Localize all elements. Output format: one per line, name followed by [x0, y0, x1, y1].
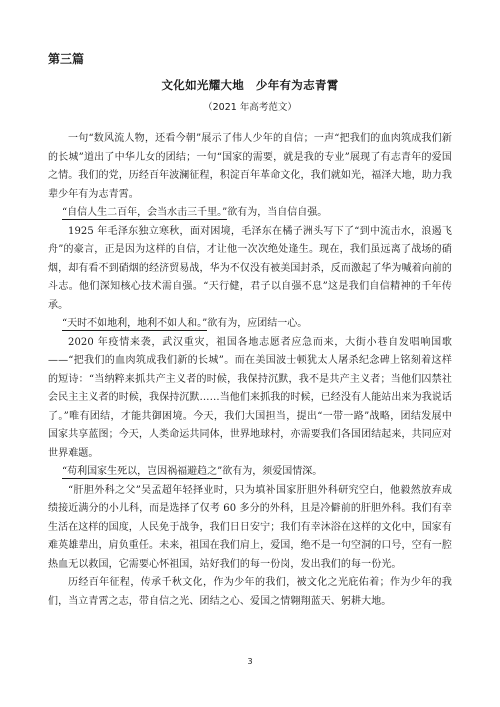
essay-title: 文化如光耀大地 少年有为志青霄 [161, 78, 339, 92]
quote-confidence [48, 204, 452, 223]
essay-body [48, 130, 452, 611]
quote-unity-rest: 欲有为，应团结一心。 [207, 318, 308, 329]
quote-confidence-rest: 欲有为，当自信自强。 [227, 207, 328, 218]
paragraph-2020: 2020 年疫情来袭，武汉重灾，祖国各地志愿者应急而来，大街小巷自发唱响国歌——“把我们的血肉筑成我们新的长城”。而在美国波士顿犹太人屠杀纪念碑上铭刻着这样的短诗：“当纳粹来抓共产主义者的时候，我保持沉默，我不是共产主义者；当他们囚禁社会民主主义者的时候，我保持沉默……当他们来抓我的时候，已经没有人能站出来为我说话了。”唯有团结，才能共御困境。今天，我们大国担当，提出“一带一路”战略，团结发展中国家共享蓝图；今天，人类命运共同体，世界地球村，亦需要我们各国团结起来，共同应对世界难题。 [48, 336, 452, 459]
paragraph-intro: 一句“数风流人物，还看今朝”展示了伟人少年的自信；一声“把我们的血肉筑成我们新的长城”道出了中华儿女的团结；一句“国家的需要，就是我的专业”展现了有志青年的爱国之情。我们的党，历经百年波澜征程，积淀百年革命文化，我们就如光，福泽大地，助力我辈少年有为志青霄。 [48, 133, 452, 200]
quote-patriotism [48, 463, 452, 482]
essay-subtitle: （2021 年高考范文） [203, 102, 297, 113]
paragraph-wu-mengchao: “肝胆外科之父”吴孟超年轻择业时，只为填补国家肝胆外科研究空白，他毅然放弃成绩接近满分的小儿科，而是选择了仅考 60 多分的外科，且是冷僻前的肝胆外科。我们有幸生活在这样的国度，人民免于战争，我们日日安宁；我们有幸沐浴在这样的文化中，国家有难英雄辈出，肩负重任。未来，祖国在我们肩上，爱国，绝不是一句空洞的口号，空有一腔热血无以救国，它需要心怀祖国，站好我们的每一份岗，发出我们的每一份光。 [48, 484, 452, 570]
quote-confidence-underlined: “自信人生二百年，会当水击三千里。” [62, 207, 228, 218]
page-number: 3 [247, 657, 253, 666]
quote-unity [48, 315, 452, 334]
paragraph-1925: 1925 年毛泽东独立寒秋，面对困境，毛泽东在橘子洲头写下了“到中流击水，浪遏飞舟”的豪言，正是因为这样的自信，才让他一次次绝处逢生。现在，我们虽远离了战场的硝烟，却有看不到硝烟的经济贸易战，华为不仅没有被美国封杀，反而激起了华为喊着向前的斗志。他们深知核心技术需自强。“天行健，君子以自强不息”这是我们自信精神的千年传承。 [48, 225, 452, 311]
section-label: 第三篇 [48, 52, 85, 66]
quote-patriotism-underlined: “苟利国家生死以，岂因祸福避趋之” [62, 466, 223, 477]
paragraph-conclusion: 历经百年征程，传承千秋文化，作为少年的我们，被文化之光庇佑着；作为少年的我们，当立青霄之志，带自信之光、团结之心、爱国之情翱翔蓝天、躬耕大地。 [48, 577, 452, 607]
quote-unity-underlined: “天时不如地利，地利不如人和。” [62, 318, 208, 329]
quote-patriotism-rest: 欲有为，须爱国情深。 [222, 466, 323, 477]
